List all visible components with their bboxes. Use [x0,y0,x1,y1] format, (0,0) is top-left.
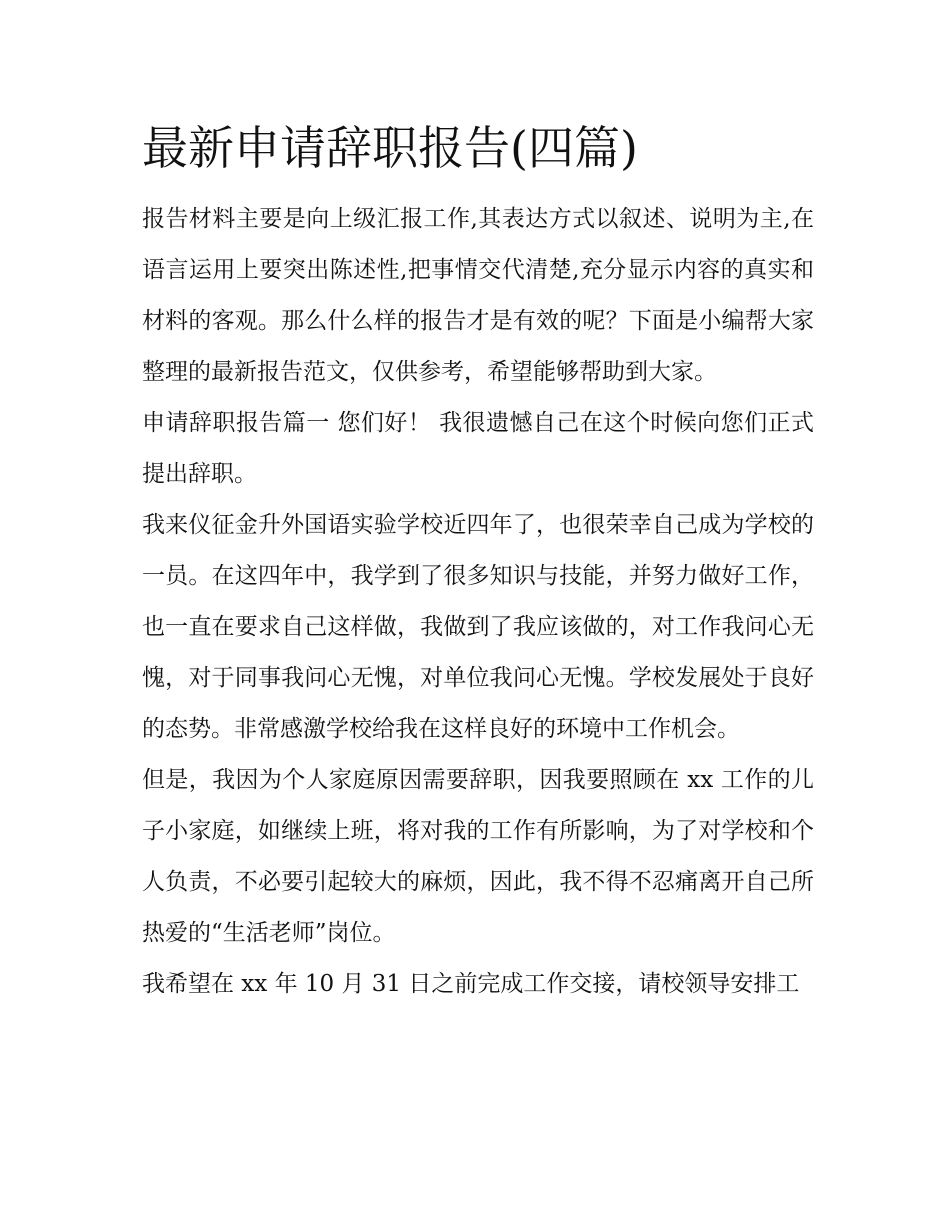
paragraph-reason: 但是，我因为个人家庭原因需要辞职，因我要照顾在 xx 工作的儿子小家庭，如继续上班，将对我的工作有所影响，为了对学校和个人负责，不必要引起较大的麻烦，因此，我不得不忍痛离开自己所热爱的“生活老师”岗位。 [142,767,814,946]
document-title: 最新申请辞职报告(四篇) [142,121,638,175]
paragraph-intro: 报告材料主要是向上级汇报工作,其表达方式以叙述、说明为主,在语言运用上要突出陈述性,把事情交代清楚,充分显示内容的真实和材料的客观。那么什么样的报告才是有效的呢？下面是小编帮大家整理的最新报告范文，仅供参考，希望能够帮助到大家。 [142,206,814,385]
paragraph-experience: 我来仪征金升外国语实验学校近四年了，也很荣幸自己成为学校的一员。在这四年中，我学到了很多知识与技能，并努力做好工作，也一直在要求自己这样做，我做到了我应该做的，对工作我问心无愧，对于同事我问心无愧，对单位我问心无愧。学校发展处于良好的态势。非常感激学校给我在这样良好的环境中工作机会。 [142,512,814,742]
paragraph-greeting: 申请辞职报告篇一 您们好！ 我很遗憾自己在这个时候向您们正式提出辞职。 [142,410,814,487]
paragraph-handover: 我希望在 xx 年 10 月 31 日之前完成工作交接，请校领导安排工 [142,971,800,997]
document-page [142,118,814,1010]
